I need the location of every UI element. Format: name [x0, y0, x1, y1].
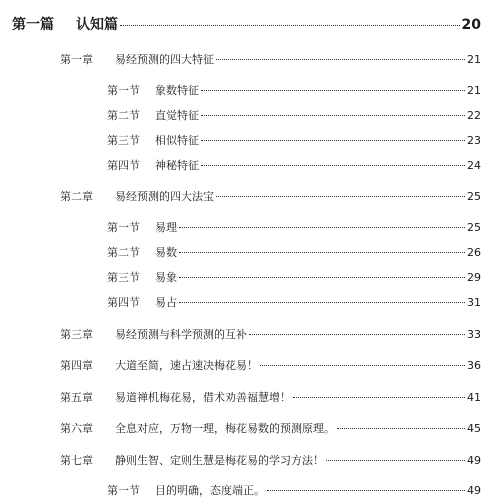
toc-entry-page: 29 — [467, 271, 481, 284]
toc-entry-section[interactable] — [107, 132, 481, 148]
toc-entry-title: 易经预测的四大特征 — [115, 53, 214, 66]
toc-entry-number: 第一节 — [107, 484, 140, 497]
toc-entry-section[interactable] — [107, 219, 481, 235]
dot-leader — [326, 460, 465, 461]
dot-leader — [179, 252, 465, 253]
dot-leader — [201, 90, 465, 91]
toc-entry-page: 26 — [467, 246, 481, 259]
toc-entry-title: 易道禅机梅花易，借术劝善福慧增！ — [115, 391, 291, 404]
toc-entry-number: 第六章 — [60, 422, 93, 435]
toc-entry-title: 易经预测的四大法宝 — [115, 190, 214, 203]
toc-entry-section[interactable] — [107, 107, 481, 123]
toc-entry-chapter-1[interactable] — [60, 51, 481, 67]
toc-entry-number: 第七章 — [60, 454, 93, 467]
toc-entry-section[interactable] — [107, 294, 481, 310]
toc-entry-page: 23 — [467, 134, 481, 147]
dot-leader — [216, 196, 465, 197]
dot-leader — [293, 397, 465, 398]
toc-entry-page: 41 — [467, 391, 481, 404]
dot-leader — [179, 227, 465, 228]
toc-entry-title: 易占 — [155, 296, 177, 309]
toc-entry-title: 直觉特征 — [155, 109, 199, 122]
toc-entry-page: 24 — [467, 159, 481, 172]
toc-entry-section[interactable] — [107, 157, 481, 173]
toc-entry-section[interactable] — [107, 244, 481, 260]
toc-entry-title: 静则生智、定则生慧是梅花易的学习方法！ — [115, 454, 324, 467]
toc-entry-page: 25 — [467, 190, 481, 203]
toc-entry-number: 第三节 — [107, 134, 140, 147]
toc-entry-part-1[interactable] — [12, 14, 481, 34]
toc-entry-title: 目的明确，态度端正。 — [155, 484, 265, 497]
toc-entry-page: 20 — [461, 17, 481, 33]
toc-entry-title: 全息对应，万物一理，梅花易数的预测原理。 — [115, 422, 335, 435]
toc-entry-number: 第二章 — [60, 190, 93, 203]
toc-entry-number: 第一节 — [107, 84, 140, 97]
toc-entry-number: 第一篇 — [12, 17, 54, 33]
toc-entry-chapter-2[interactable] — [60, 188, 481, 204]
toc-entry-section[interactable] — [107, 269, 481, 285]
toc-entry-page: 33 — [467, 328, 481, 341]
toc-entry-page: 22 — [467, 109, 481, 122]
toc-entry-chapter-6[interactable] — [60, 420, 481, 436]
toc-entry-chapter-3[interactable] — [60, 326, 481, 342]
toc-entry-page: 21 — [467, 53, 481, 66]
dot-leader — [179, 277, 465, 278]
dot-leader — [249, 334, 465, 335]
toc-entry-number: 第二节 — [107, 246, 140, 259]
toc-entry-page: 45 — [467, 422, 481, 435]
dot-leader — [120, 25, 460, 26]
toc-entry-number: 第三节 — [107, 271, 140, 284]
dot-leader — [337, 428, 465, 429]
toc-entry-section[interactable] — [107, 82, 481, 98]
toc-entry-number: 第三章 — [60, 328, 93, 341]
dot-leader — [179, 302, 465, 303]
toc-entry-page: 49 — [467, 484, 481, 497]
toc-entry-number: 第二节 — [107, 109, 140, 122]
toc-entry-page: 49 — [467, 454, 481, 467]
toc-entry-number: 第一章 — [60, 53, 93, 66]
toc-entry-title: 象数特征 — [155, 84, 199, 97]
dot-leader — [267, 490, 465, 491]
toc-entry-title: 相似特征 — [155, 134, 199, 147]
toc-entry-chapter-4[interactable] — [60, 357, 481, 373]
toc-entry-title: 易象 — [155, 271, 177, 284]
dot-leader — [260, 365, 465, 366]
toc-entry-number: 第五章 — [60, 391, 93, 404]
toc-entry-title: 认知篇 — [76, 17, 118, 33]
toc-entry-title: 易经预测与科学预测的互补 — [115, 328, 247, 341]
toc-entry-page: 31 — [467, 296, 481, 309]
toc-entry-title: 神秘特征 — [155, 159, 199, 172]
toc-entry-number: 第四章 — [60, 359, 93, 372]
toc-entry-number: 第四节 — [107, 159, 140, 172]
dot-leader — [201, 165, 465, 166]
toc-entry-chapter-7[interactable] — [60, 452, 481, 468]
toc-entry-page: 36 — [467, 359, 481, 372]
toc-entry-title: 大道至简，速占速决梅花易！ — [115, 359, 258, 372]
toc-entry-number: 第一节 — [107, 221, 140, 234]
toc-entry-title: 易数 — [155, 246, 177, 259]
toc-entry-page: 25 — [467, 221, 481, 234]
dot-leader — [201, 115, 465, 116]
toc-entry-chapter-5[interactable] — [60, 389, 481, 405]
dot-leader — [216, 59, 465, 60]
dot-leader — [201, 140, 465, 141]
toc-entry-page: 21 — [467, 84, 481, 97]
toc-entry-section[interactable] — [107, 482, 481, 498]
toc-entry-number: 第四节 — [107, 296, 140, 309]
toc-entry-title: 易理 — [155, 221, 177, 234]
